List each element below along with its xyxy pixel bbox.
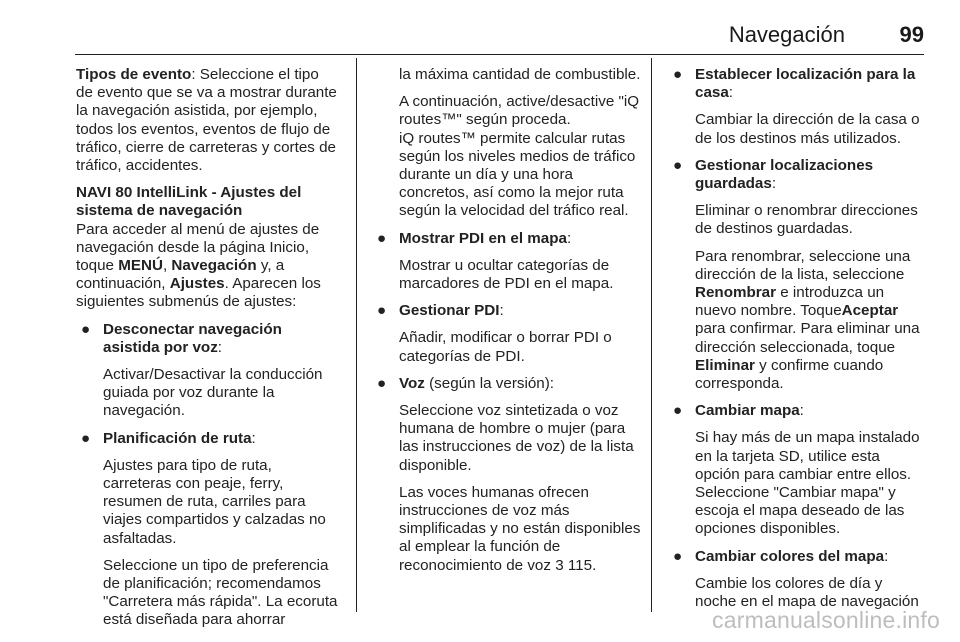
list-item-text: Mostrar u ocultar categorías de marcadores de PDI en el mapa. — [399, 256, 614, 293]
bullet-icon: ● — [673, 402, 683, 420]
list-item-text: Si hay más de un mapa instalado en la tarjeta SD, utilice esta opción para cambiar entre ellos. Seleccione "Cambiar mapa" y escoja el mapa deseado de las opciones disponibles. — [695, 429, 920, 538]
list-item: ● Voz (según la versión): — [377, 374, 555, 392]
column-1 — [76, 66, 339, 639]
list-item-text: Añadir, modificar o borrar PDI o categorías de PDI. — [399, 329, 612, 365]
list-item-text: Las voces humanas ofrecen instrucciones de voz más simplificadas y no están disponibles al emplear la función de reconocimiento de voz 3 115. — [399, 483, 641, 574]
intro-paragraph: Para acceder al menú de ajustes de navegación desde la página Inicio, toque MENÚ, Navegación y, a continuación, Ajustes. Aparecen los siguientes submenús de ajustes: — [76, 220, 321, 311]
list-item-text: Cambiar la dirección de la casa o de los destinos más utilizados. — [695, 111, 920, 147]
list-item-text: iQ routes™ permite calcular rutas según los niveles medios de tráfico durante un día y una hora concretos, así como la mejor ruta según la velocidad del tráfico real. — [399, 129, 636, 220]
list-item: ● Planificación de ruta: — [81, 429, 256, 447]
column-3 — [668, 66, 926, 620]
column-divider-2 — [651, 58, 652, 612]
column-2 — [377, 66, 641, 584]
bullet-icon: ● — [377, 302, 387, 320]
bullet-icon: ● — [673, 66, 683, 83]
list-item: ● Gestionar localizaciones guardadas: — [673, 156, 874, 193]
section-title: Navegación — [728, 22, 845, 47]
list-item: ● Gestionar PDI: — [377, 302, 504, 320]
list-item: ● Establecer localización para la casa: — [673, 66, 916, 102]
list-item-text: Seleccione un tipo de preferencia de planificación; recomendamos "Carretera más rápida". La ecoruta está diseñada para ahorrar — [103, 556, 338, 629]
page-number: 99 — [899, 22, 924, 47]
page-header — [0, 0, 960, 58]
list-item-text: A continuación, active/desactive "iQ routes™" según proceda. — [399, 93, 640, 129]
page-reference-link[interactable]: 3 115. — [555, 556, 597, 574]
list-item: ● Cambiar colores del mapa: — [673, 547, 889, 565]
column-divider-1 — [356, 58, 357, 612]
list-item: ● Cambiar mapa: — [673, 402, 804, 420]
header-rule — [75, 54, 924, 55]
list-item-text: Cambie los colores de día y noche en el mapa de navegación — [695, 574, 919, 611]
list-item-text: Ajustes para tipo de ruta, carreteras con peaje, ferry, resumen de ruta, carriles para viajes compartidos y calzadas no asfaltadas. — [103, 456, 326, 547]
list-item-text: la máxima cantidad de combustible. — [399, 66, 641, 83]
list-item: ● Mostrar PDI en el mapa: — [377, 229, 572, 247]
list-item-text: Para renombrar, seleccione una dirección de la lista, seleccione Renombrar e introduzca un nuevo nombre. ToqueAceptar para confirmar. Para eliminar una dirección seleccionada, toque Eliminar y confirme cuando corresponda. — [695, 247, 920, 393]
list-item: ● Desconectar navegación asistida por voz: — [81, 320, 282, 356]
list-item-text: Seleccione voz sintetizada o voz humana de hombre o mujer (para las instrucciones de voz) de la lista disponible. — [399, 402, 634, 474]
section-heading: NAVI 80 IntelliLink - Ajustes del sistema de navegación — [76, 184, 302, 220]
bullet-icon: ● — [377, 374, 387, 392]
list-item-text: Activar/Desactivar la conducción guiada por voz durante la navegación. — [103, 366, 323, 420]
list-item-text: Eliminar o renombrar direcciones de destinos guardadas. — [695, 202, 918, 238]
event-types-paragraph: Tipos de evento: Seleccione el tipo de evento que se va a mostrar durante la navegación asistida, por ejemplo, todos los eventos, eventos de flujo de tráfico, cierre de carreteras y cortes de tráfico, accidentes. — [76, 66, 337, 175]
watermark: carmanualsonline.info — [712, 607, 940, 633]
bullet-icon: ● — [81, 429, 91, 447]
bullet-icon: ● — [81, 320, 91, 338]
bullet-icon: ● — [673, 547, 683, 565]
bullet-icon: ● — [377, 229, 387, 247]
bullet-icon: ● — [673, 156, 683, 174]
